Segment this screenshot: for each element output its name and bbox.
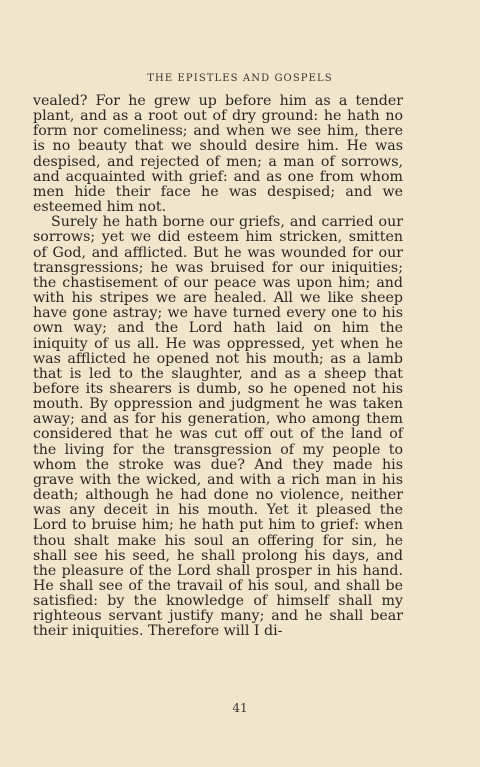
running-header: THE EPISTLES AND GOSPELS [147, 73, 333, 84]
paragraph-1: vealed? For he grew up before him as a tender plant, and as a root out of dry ground: he hath no form nor comeliness; and when we see him, there is no beauty that we should desire him. He was despised, and rejected of men; a man of sorrows, and acquainted with grief: and as one from whom men hide their face he was despised; and we esteemed him not. [33, 93, 403, 216]
paragraph-2: Surely he hath borne our griefs, and carried our sorrows; yet we did esteem him stricken, smitten of God, and afflicted. But he was wounded for our transgressions; he was bruised for our iniquities; the chastisement of our peace was upon him; and with his stripes we are healed. All we like sheep have gone astray; we have turned every one to his own way; and the Lord hath laid on him the iniquity of us all. He was oppressed, yet when he was afflicted he opened not his mouth; as a lamb that is led to the slaughter, and as a sheep that before its shearers is dumb, so he opened not his mouth. By oppression and judgment he was taken away; and as for his generation, who among them considered that he was cut off out of the land of the living for the transgression of my people to whom the stroke was due? And they made his grave with the wicked, and with a rich man in his death; although he had done no violence, neither was any deceit in his mouth. Yet it pleased the Lord to bruise him; he hath put him to grief: when thou shalt make his soul an offering for sin, he shall see his seed, he shall prolong his days, and the pleasure of the Lord shall prosper in his hand. He shall see of the travail of his soul, and shall be satisfied: by the knowledge of himself shall my righteous servant justify many; and he shall bear their iniquities. Therefore will I di- [33, 214, 403, 640]
body-text [33, 94, 403, 640]
page-number: 41 [232, 701, 248, 715]
